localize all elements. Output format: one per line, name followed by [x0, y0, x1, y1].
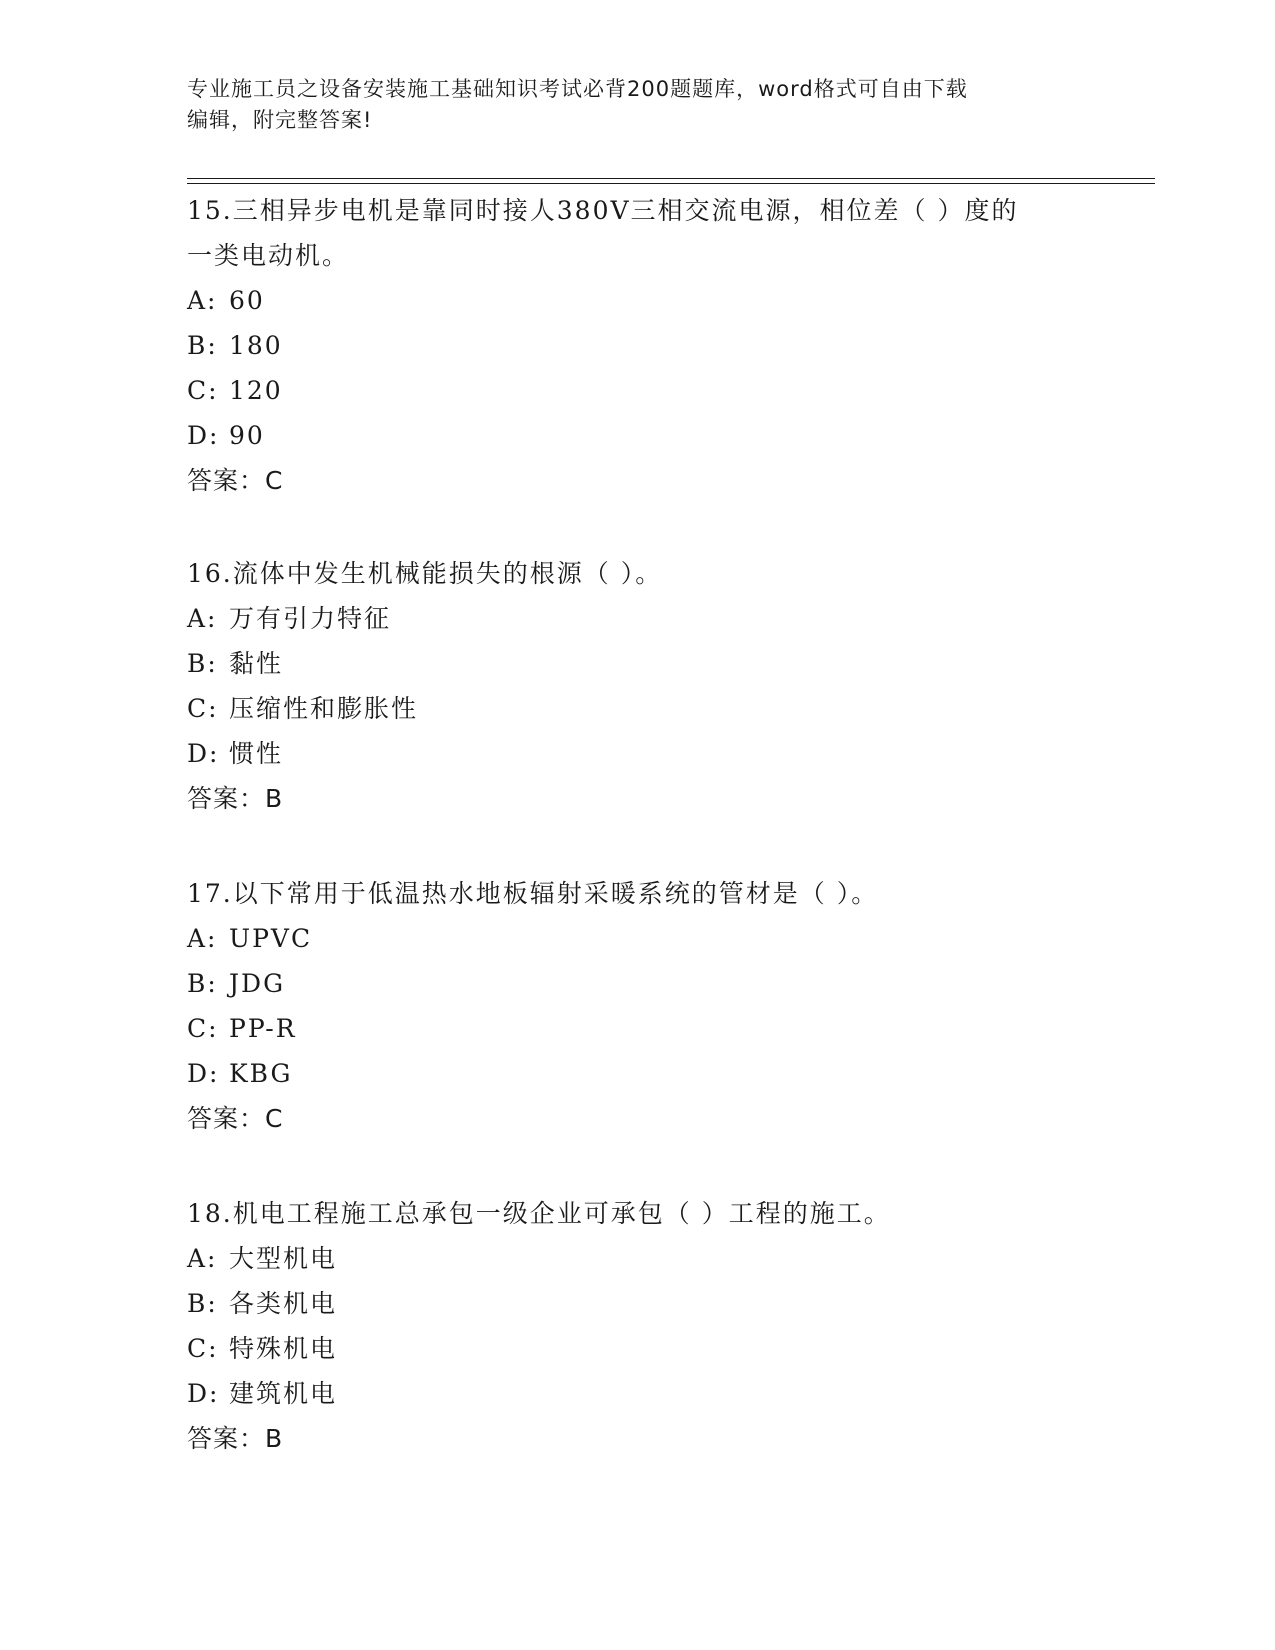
- option-letter: C:: [187, 376, 219, 405]
- option-a: [187, 278, 1087, 323]
- option-letter: D:: [187, 421, 220, 450]
- header-divider-bottom: [187, 183, 1155, 184]
- option-letter: C:: [187, 1334, 219, 1363]
- option-letter: D:: [187, 1379, 220, 1408]
- option-text: 各类机电: [229, 1289, 338, 1318]
- option-letter: D:: [187, 1059, 220, 1088]
- option-text: 建筑机电: [229, 1379, 338, 1408]
- header-line-2: 编辑，附完整答案!: [187, 108, 373, 132]
- document-header: [187, 74, 1087, 136]
- option-letter: B:: [187, 1289, 218, 1318]
- option-text: KBG: [229, 1059, 293, 1088]
- option-a: [187, 596, 1087, 641]
- option-d: [187, 1371, 1087, 1416]
- option-a: [187, 916, 1087, 961]
- option-letter: C:: [187, 1014, 219, 1043]
- answer-label: 答案：C: [187, 466, 284, 495]
- answer-label: 答案：B: [187, 784, 284, 813]
- option-text: 大型机电: [229, 1244, 338, 1273]
- header-line-1: 专业施工员之设备安装施工基础知识考试必背200题题库，word格式可自由下载: [187, 77, 968, 101]
- question-17: [187, 871, 1087, 1141]
- option-letter: B:: [187, 649, 218, 678]
- option-text: PP-R: [229, 1014, 297, 1043]
- option-letter: A:: [187, 604, 218, 633]
- option-text: 60: [229, 286, 265, 315]
- option-d: [187, 731, 1087, 776]
- option-b: [187, 641, 1087, 686]
- question-stem: 16.流体中发生机械能损失的根源（ ）。: [187, 559, 663, 588]
- option-c: [187, 686, 1087, 731]
- question-16: [187, 551, 1087, 821]
- option-d: [187, 1051, 1087, 1096]
- option-letter: B:: [187, 969, 218, 998]
- option-text: 90: [229, 421, 265, 450]
- question-15: [187, 188, 1087, 503]
- answer-label: 答案：C: [187, 1104, 284, 1133]
- option-b: [187, 961, 1087, 1006]
- option-b: [187, 1281, 1087, 1326]
- question-18: [187, 1191, 1087, 1461]
- question-stem: 15.三相异步电机是靠同时接人380V三相交流电源，相位差（ ）度的: [187, 196, 1019, 225]
- question-stem: 17.以下常用于低温热水地板辐射采暖系统的管材是（ ）。: [187, 879, 879, 908]
- option-text: 惯性: [229, 739, 284, 768]
- option-d: [187, 413, 1087, 458]
- option-letter: C:: [187, 694, 219, 723]
- question-stem-continued: 一类电动机。: [187, 241, 350, 270]
- option-text: 180: [229, 331, 283, 360]
- option-c: [187, 1006, 1087, 1051]
- option-text: 黏性: [229, 649, 284, 678]
- option-text: 120: [229, 376, 283, 405]
- option-c: [187, 1326, 1087, 1371]
- option-letter: A:: [187, 1244, 218, 1273]
- option-c: [187, 368, 1087, 413]
- option-letter: D:: [187, 739, 220, 768]
- question-stem: 18.机电工程施工总承包一级企业可承包（ ）工程的施工。: [187, 1199, 891, 1228]
- option-b: [187, 323, 1087, 368]
- option-text: UPVC: [229, 924, 313, 953]
- option-letter: B:: [187, 331, 218, 360]
- option-letter: A:: [187, 924, 218, 953]
- option-text: 压缩性和膨胀性: [229, 694, 419, 723]
- header-divider-top: [187, 178, 1155, 179]
- answer-label: 答案：B: [187, 1424, 284, 1453]
- option-a: [187, 1236, 1087, 1281]
- option-text: 特殊机电: [229, 1334, 338, 1363]
- option-letter: A:: [187, 286, 218, 315]
- option-text: 万有引力特征: [229, 604, 392, 633]
- option-text: JDG: [229, 969, 286, 998]
